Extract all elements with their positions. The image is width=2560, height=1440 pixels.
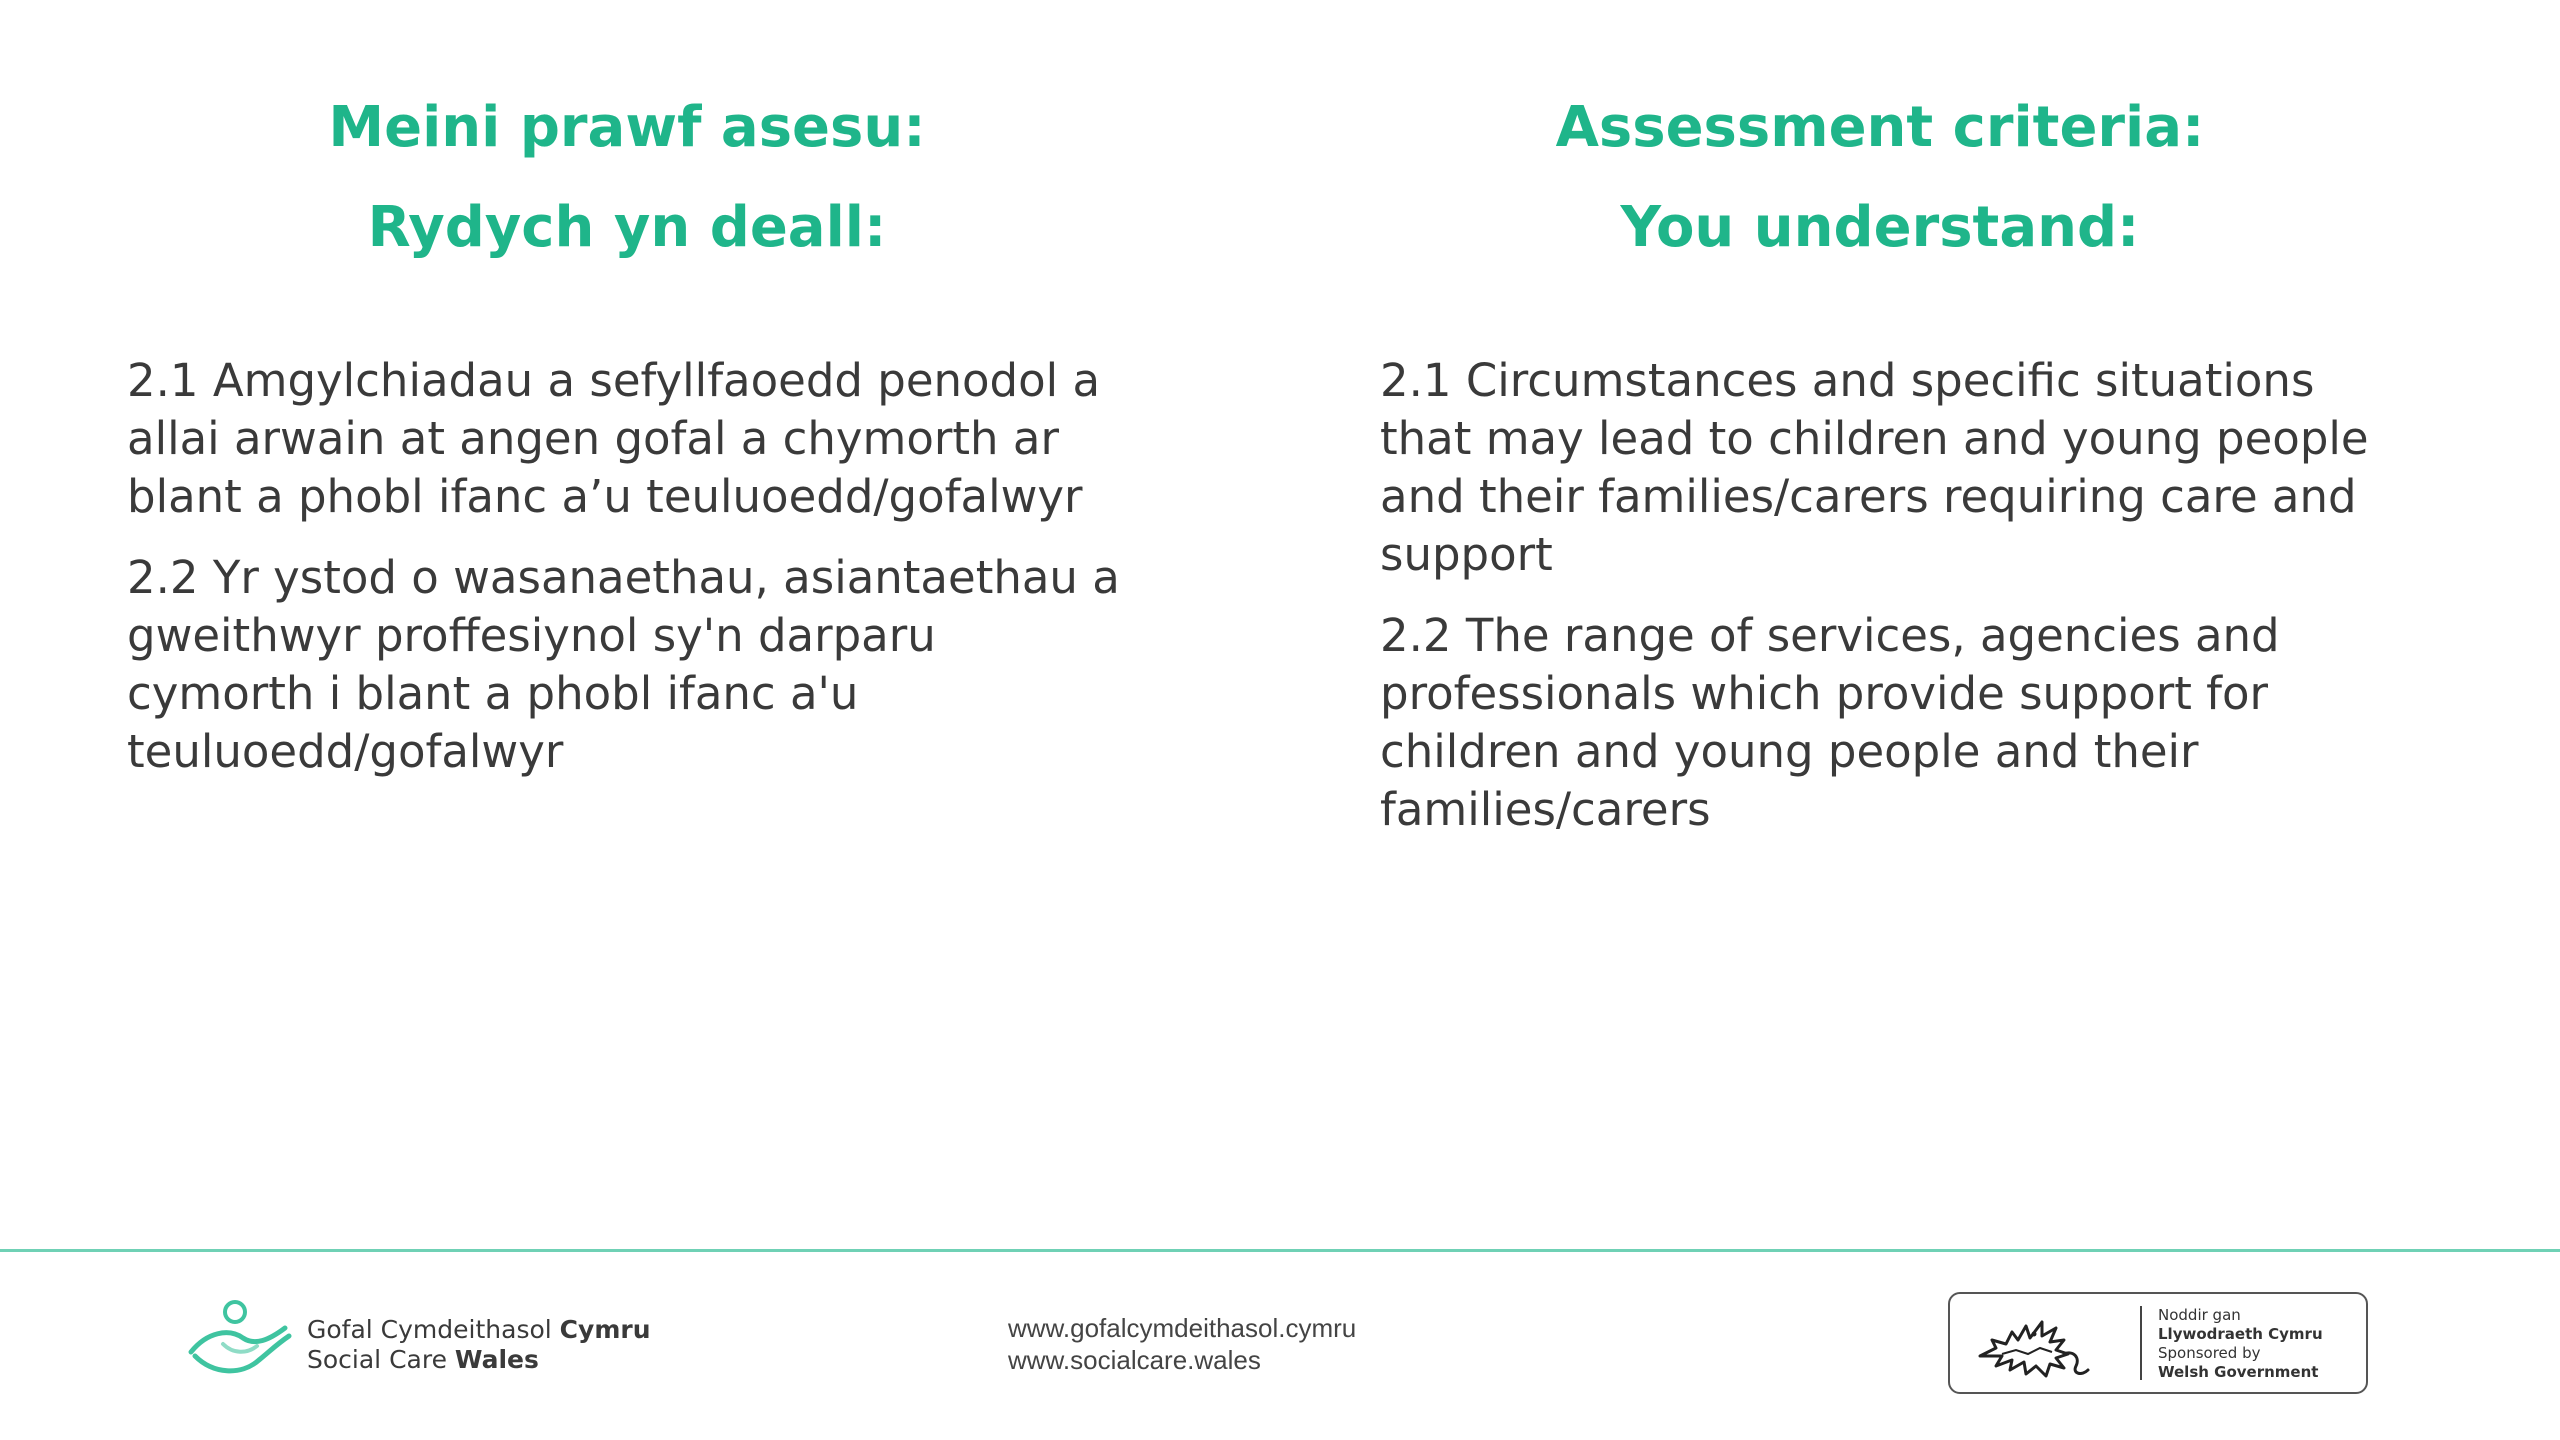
welsh-criteria-list — [127, 352, 1127, 804]
english-criteria-list — [1380, 352, 2400, 862]
brand-name — [307, 1315, 651, 1375]
english-criterion-2-1: 2.1 Circumstances and specific situations that may lead to children and young people and their families/carers requiring care and support — [1380, 354, 2369, 581]
website-urls — [1008, 1312, 1356, 1376]
welsh-dragon-icon — [1972, 1304, 2092, 1384]
brand-welsh-regular: Gofal Cymdeithasol — [307, 1315, 560, 1344]
welsh-heading-line1: Meini prawf asesu: — [328, 95, 926, 160]
sponsor-line-sponsored: Sponsored by — [2158, 1344, 2261, 1362]
url-english[interactable]: www.socialcare.wales — [1008, 1345, 1261, 1375]
footer-divider — [0, 1249, 2560, 1252]
url-welsh[interactable]: www.gofalcymdeithasol.cymru — [1008, 1313, 1357, 1343]
brand-welsh-bold: Cymru — [559, 1315, 651, 1344]
brand-name-english — [307, 1345, 651, 1375]
english-heading-line1: Assessment criteria: — [1555, 95, 2205, 160]
sponsor-divider — [2140, 1306, 2142, 1380]
sponsor-text — [2158, 1306, 2323, 1382]
welsh-criterion-2-1: 2.1 Amgylchiadau a sefyllfaoedd penodol a allai arwain at angen gofal a chymorth ar blant a phobl ifanc a’u teuluoedd/gofalwyr — [127, 354, 1101, 523]
brand-english-bold: Wales — [454, 1345, 539, 1374]
welsh-heading — [127, 78, 1127, 278]
sponsor-line-welsh-government: Welsh Government — [2158, 1363, 2319, 1381]
english-heading — [1380, 78, 2380, 278]
brand-english-regular: Social Care — [307, 1345, 455, 1374]
welsh-heading-line2: Rydych yn deall: — [367, 195, 887, 260]
brand-name-welsh — [307, 1315, 651, 1345]
welsh-government-sponsor-badge — [1948, 1292, 2368, 1394]
sponsor-line-noddir: Noddir gan — [2158, 1306, 2241, 1324]
sponsor-line-llywodraeth: Llywodraeth Cymru — [2158, 1325, 2323, 1343]
social-care-wales-logo-icon — [185, 1298, 295, 1378]
english-heading-line2: You understand: — [1620, 195, 2140, 260]
welsh-criterion-2-2: 2.2 Yr ystod o wasanaethau, asiantaethau a gweithwyr proffesiynol sy'n darparu cymorth i blant a phobl ifanc a'u teuluoedd/gofalwyr — [127, 551, 1120, 778]
social-care-wales-brand — [185, 1298, 705, 1378]
english-criterion-2-2: 2.2 The range of services, agencies and professionals which provide support for children and young people and their families/carers — [1380, 609, 2280, 836]
